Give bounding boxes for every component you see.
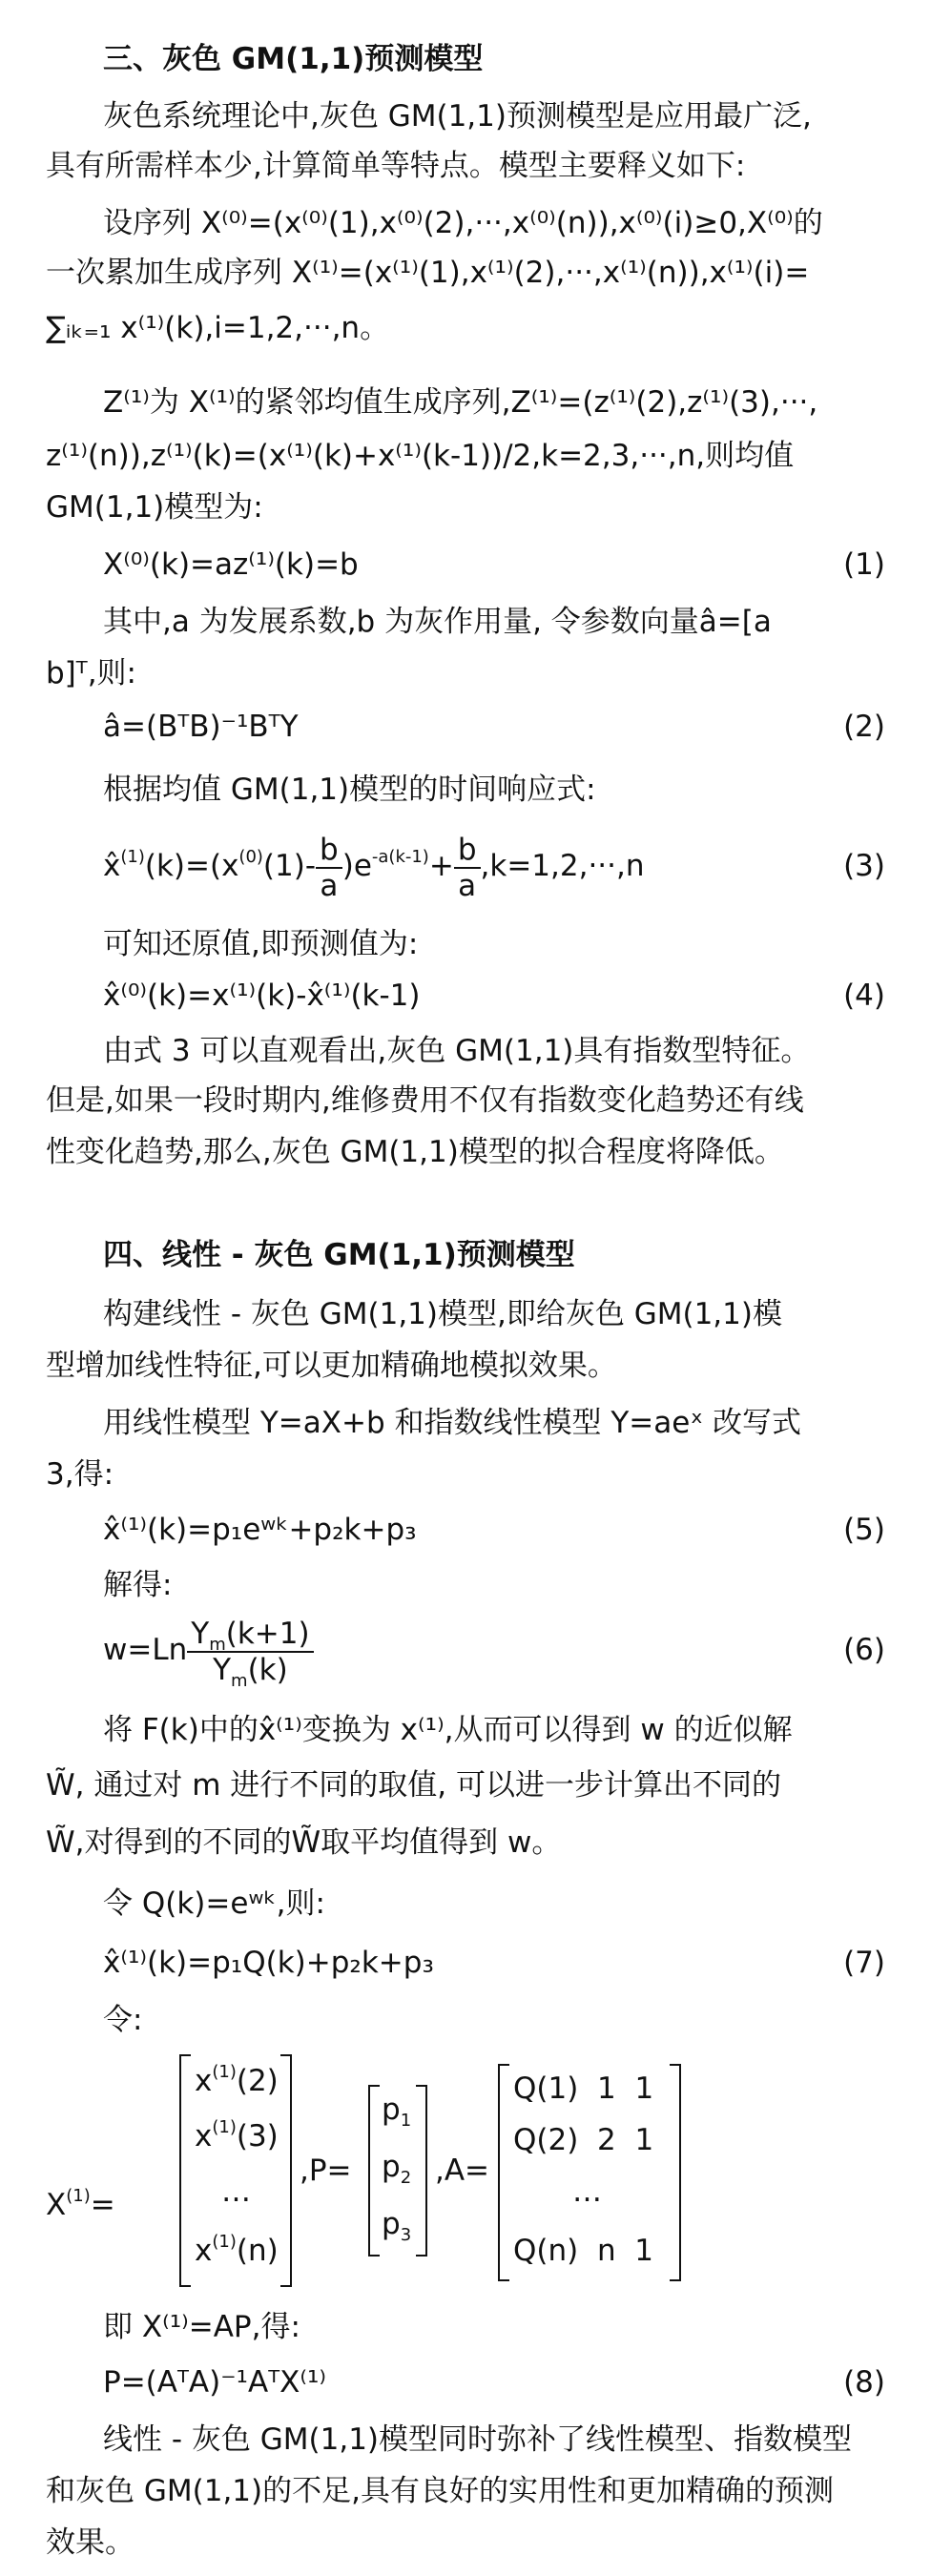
equation-5 <box>103 1509 885 1551</box>
matrix-x-cell: $x^{(1)}(n)$ <box>195 2232 279 2268</box>
s3-paragraph7-line3: 性变化趋势,那么,灰色 GM(1,1)模型的拟合程度将降低。 <box>46 1135 784 1169</box>
matrix-a-left-bracket <box>498 2064 509 2281</box>
equation-3-body: $x̂^{(1)}(k)=(x^{(0)}(1)-$ $\frac{b}{a}$ )$e^{-a(k-1)}+$ $\frac{b}{a}$ ,k=1,2,···,n <box>103 832 645 903</box>
matrix-x-cell: $x^{(1)}(3)$ <box>195 2117 279 2154</box>
equation-4-number: (4) <box>843 979 885 1013</box>
matrix-p-cell: $p_3$ <box>382 2207 412 2245</box>
s4-paragraph7: 即 X⁽¹⁾=AP,得: <box>103 2310 300 2344</box>
matrix-p-right-bracket <box>416 2085 427 2257</box>
equation-6-number: (6) <box>843 1633 885 1667</box>
equation-4 <box>103 975 885 1017</box>
s4-paragraph6: 令: <box>103 2003 143 2037</box>
matrix-p-cell: $p_1$ <box>382 2092 412 2131</box>
s4-paragraph5: 令 Q(k)=eʷᵏ,则: <box>103 1886 325 1921</box>
equation-2 <box>103 706 885 748</box>
matrix-p-label: ,P= <box>300 2154 352 2188</box>
s3-paragraph3-line3: GM(1,1)模型为: <box>46 490 263 525</box>
matrix-x-cell: $x^{(1)}(2)$ <box>195 2062 279 2098</box>
s4-paragraph8-line1: 线性 - 灰色 GM(1,1)模型同时弥补了线性模型、指数模型 <box>103 2422 853 2457</box>
s3-paragraph2-line1: 设序列 X⁽⁰⁾=(x⁽⁰⁾(1),x⁽⁰⁾(2),···,x⁽⁰⁾(n)),x⁽⁰⁾(i)≥0,X⁽⁰⁾的 <box>103 206 823 240</box>
s4-paragraph8-line3: 效果。 <box>46 2525 134 2560</box>
equation-7-body: x̂⁽¹⁾(k)=p₁Q(k)+p₂k+p₃ <box>103 1946 434 1980</box>
s4-paragraph2-line2: 3,得: <box>46 1457 114 1492</box>
s3-paragraph3-line1: Z⁽¹⁾为 X⁽¹⁾的紧邻均值生成序列,Z⁽¹⁾=(z⁽¹⁾(2),z⁽¹⁾(3),···, <box>103 385 818 420</box>
s4-paragraph4-line2: W̃, 通过对 m 进行不同的取值, 可以进一步计算出不同的 <box>46 1768 781 1803</box>
equation-1 <box>103 544 885 586</box>
s4-paragraph4-line1: 将 F(k)中的x̂⁽¹⁾变换为 x⁽¹⁾,从而可以得到 w 的近似解 <box>103 1713 793 1747</box>
matrix-a <box>498 2064 681 2281</box>
section3-heading: 三、灰色 GM(1,1)预测模型 <box>103 42 484 76</box>
matrix-p <box>368 2085 427 2257</box>
s4-paragraph3: 解得: <box>103 1568 173 1602</box>
equation-8 <box>103 2361 885 2403</box>
s4-paragraph1-line2: 型增加线性特征,可以更加精确地模拟效果。 <box>46 1349 617 1383</box>
equation-5-number: (5) <box>843 1513 885 1547</box>
equation-7-number: (7) <box>843 1946 885 1980</box>
s3-paragraph3-line2: z⁽¹⁾(n)),z⁽¹⁾(k)=(x⁽¹⁾(k)+x⁽¹⁾(k-1))/2,k=2,3,···,n,则均值 <box>46 439 795 473</box>
matrix-x-left-bracket <box>179 2054 191 2287</box>
matrix-a-cell: Q(2) 2 1 <box>513 2123 654 2157</box>
s3-paragraph5: 根据均值 GM(1,1)模型的时间响应式: <box>103 773 596 807</box>
section4-heading: 四、线性 - 灰色 GM(1,1)预测模型 <box>103 1238 575 1272</box>
s4-paragraph2-line1: 用线性模型 Y=aX+b 和指数线性模型 Y=aeˣ 改写式 <box>103 1406 801 1440</box>
s3-paragraph1-line2: 具有所需样本少,计算简单等特点。模型主要释义如下: <box>46 149 746 183</box>
matrix-x-cell: … <box>221 2174 251 2209</box>
equation-1-body: X⁽⁰⁾(k)=az⁽¹⁾(k)=b <box>103 547 359 582</box>
matrix-a-cell: Q(n) n 1 <box>513 2234 654 2268</box>
equation-3-number: (3) <box>843 849 885 883</box>
s3-paragraph2-line3: ∑ᵢₖ₌₁ x⁽¹⁾(k),i=1,2,···,n。 <box>46 311 390 345</box>
s3-paragraph7-line1: 由式 3 可以直观看出,灰色 GM(1,1)具有指数型特征。 <box>103 1034 811 1068</box>
s3-paragraph4-line2: b]ᵀ,则: <box>46 656 136 690</box>
matrix-x-label: $X^{(1)}=$ <box>46 2186 115 2222</box>
matrix-p-left-bracket <box>368 2085 380 2257</box>
matrix-a-right-bracket <box>670 2064 681 2281</box>
matrix-a-cell: … <box>572 2174 602 2209</box>
equation-2-body: â=(BᵀB)⁻¹BᵀY <box>103 710 299 744</box>
s3-paragraph6: 可知还原值,即预测值为: <box>103 927 419 961</box>
equation-3 <box>103 828 885 904</box>
equation-1-number: (1) <box>843 547 885 582</box>
matrix-a-cell: Q(1) 1 1 <box>513 2071 654 2106</box>
equation-8-body: P=(AᵀA)⁻¹AᵀX⁽¹⁾ <box>103 2365 327 2400</box>
equation-7 <box>103 1942 885 1984</box>
equation-2-number: (2) <box>843 710 885 744</box>
matrix-x-right-bracket <box>280 2054 292 2287</box>
equation-6-body: w=Ln $\frac{Y_m(k+1)}{Y_m(k)}$ <box>103 1633 314 1667</box>
matrix-p-cell: $p_2$ <box>382 2150 412 2188</box>
equation-6 <box>103 1612 885 1691</box>
s4-paragraph4-line3: W̃,对得到的不同的W̃取平均值得到 w。 <box>46 1825 562 1860</box>
equation-8-number: (8) <box>843 2365 885 2400</box>
equation-4-body: x̂⁽⁰⁾(k)=x⁽¹⁾(k)-x̂⁽¹⁾(k-1) <box>103 979 421 1013</box>
matrix-a-label: ,A= <box>435 2154 490 2188</box>
s4-paragraph8-line2: 和灰色 GM(1,1)的不足,具有良好的实用性和更加精确的预测 <box>46 2474 834 2508</box>
s3-paragraph7-line2: 但是,如果一段时期内,维修费用不仅有指数变化趋势还有线 <box>46 1083 804 1118</box>
s4-paragraph1-line1: 构建线性 - 灰色 GM(1,1)模型,即给灰色 GM(1,1)模 <box>103 1297 782 1331</box>
matrix-x <box>179 2054 292 2287</box>
s3-paragraph4-line1: 其中,a 为发展系数,b 为灰作用量, 令参数向量â=[a <box>103 605 772 639</box>
s3-paragraph2-line2: 一次累加生成序列 X⁽¹⁾=(x⁽¹⁾(1),x⁽¹⁾(2),···,x⁽¹⁾(n)),x⁽¹⁾(i)= <box>46 256 810 290</box>
s3-paragraph1-line1: 灰色系统理论中,灰色 GM(1,1)预测模型是应用最广泛, <box>103 99 812 134</box>
equation-5-body: x̂⁽¹⁾(k)=p₁eʷᵏ+p₂k+p₃ <box>103 1513 417 1547</box>
